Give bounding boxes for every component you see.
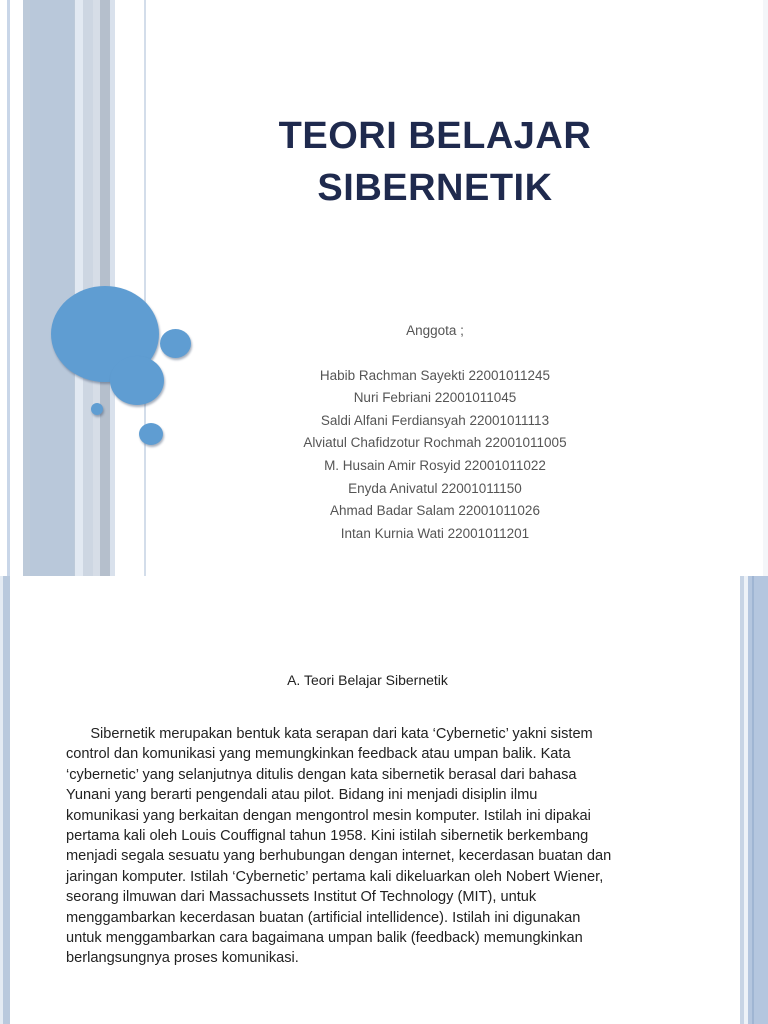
decor-stripe xyxy=(7,0,10,576)
member-item: Enyda Anivatul 22001011150 xyxy=(348,480,522,496)
title-line: SIBERNETIK xyxy=(317,167,553,209)
body-line: Sibernetik merupakan bentuk kata serapan dari kata ‘Cybernetic’ yakni sistem xyxy=(66,726,593,742)
member-item: Intan Kurnia Wati 22001011201 xyxy=(340,525,530,541)
body-line: menggambarkan kecerdasan buatan (artificial intellidence). Istilah ini digunakan xyxy=(66,909,581,926)
slide-title xyxy=(150,110,720,214)
body-line: seorang ilmuwan dari Massachussets Institut Of Technology (MIT), untuk xyxy=(66,889,537,906)
decor-stripe xyxy=(3,576,10,1024)
body-line: berlangsungnya proses komunikasi. xyxy=(66,950,299,967)
body-line: Yunani yang berarti pengendali atau pilot. Bidang ini menjadi disiplin ilmu xyxy=(66,787,538,804)
body-paragraph xyxy=(66,724,611,969)
member-item: M. Husain Amir Rosyid 22001011022 xyxy=(324,457,546,473)
members-label: Anggota ; xyxy=(406,323,464,338)
member-item: Alviatul Chafidzotur Rochmah 22001011005 xyxy=(303,435,567,451)
title-line: TEORI BELAJAR xyxy=(278,115,592,157)
body-line: komunikasi yang berkaitan dengan mengontrol mesin komputer. Istilah ini dipakai xyxy=(66,807,591,824)
body-line: jaringan komputer. Istilah ‘Cybernetic’ pertama kali dikeluarkan oleh Nobert Wiener, xyxy=(66,868,604,885)
body-line: pertama kali oleh Louis Couffignal tahun 1958. Kini istilah sibernetik berkembang xyxy=(66,827,589,844)
body-line: untuk menggambarkan cara bagaimana umpan balik (feedback) memungkinkan xyxy=(66,929,583,946)
decor-stripe xyxy=(30,0,74,576)
member-item: Saldi Alfani Ferdiansyah 22001011113 xyxy=(320,412,550,428)
section-heading: A. Teori Belajar Sibernetik xyxy=(287,672,448,688)
member-item: Habib Rachman Sayekti 22001011245 xyxy=(319,367,551,383)
body-line: control dan komunikasi yang memungkinkan feedback atau umpan balik. Kata xyxy=(66,746,571,763)
members-list xyxy=(150,320,720,545)
decor-stripe xyxy=(763,0,768,576)
body-line: menjadi segala sesuatu yang berhubungan dengan internet, kecerdasan buatan dan xyxy=(66,848,612,865)
body-line: ‘cybernetic’ yang selanjutnya ditulis dengan kata sibernetik berasal dari bahasa xyxy=(66,766,577,783)
member-item: Ahmad Badar Salam 22001011026 xyxy=(330,503,540,519)
decor-stripe xyxy=(75,0,83,576)
content-slide xyxy=(0,576,768,1024)
member-item: Nuri Febriani 22001011045 xyxy=(353,390,517,406)
decor-stripe xyxy=(144,0,146,576)
decor-circle xyxy=(91,403,103,415)
decor-stripe xyxy=(752,576,754,1024)
decor-stripe xyxy=(748,576,768,1024)
